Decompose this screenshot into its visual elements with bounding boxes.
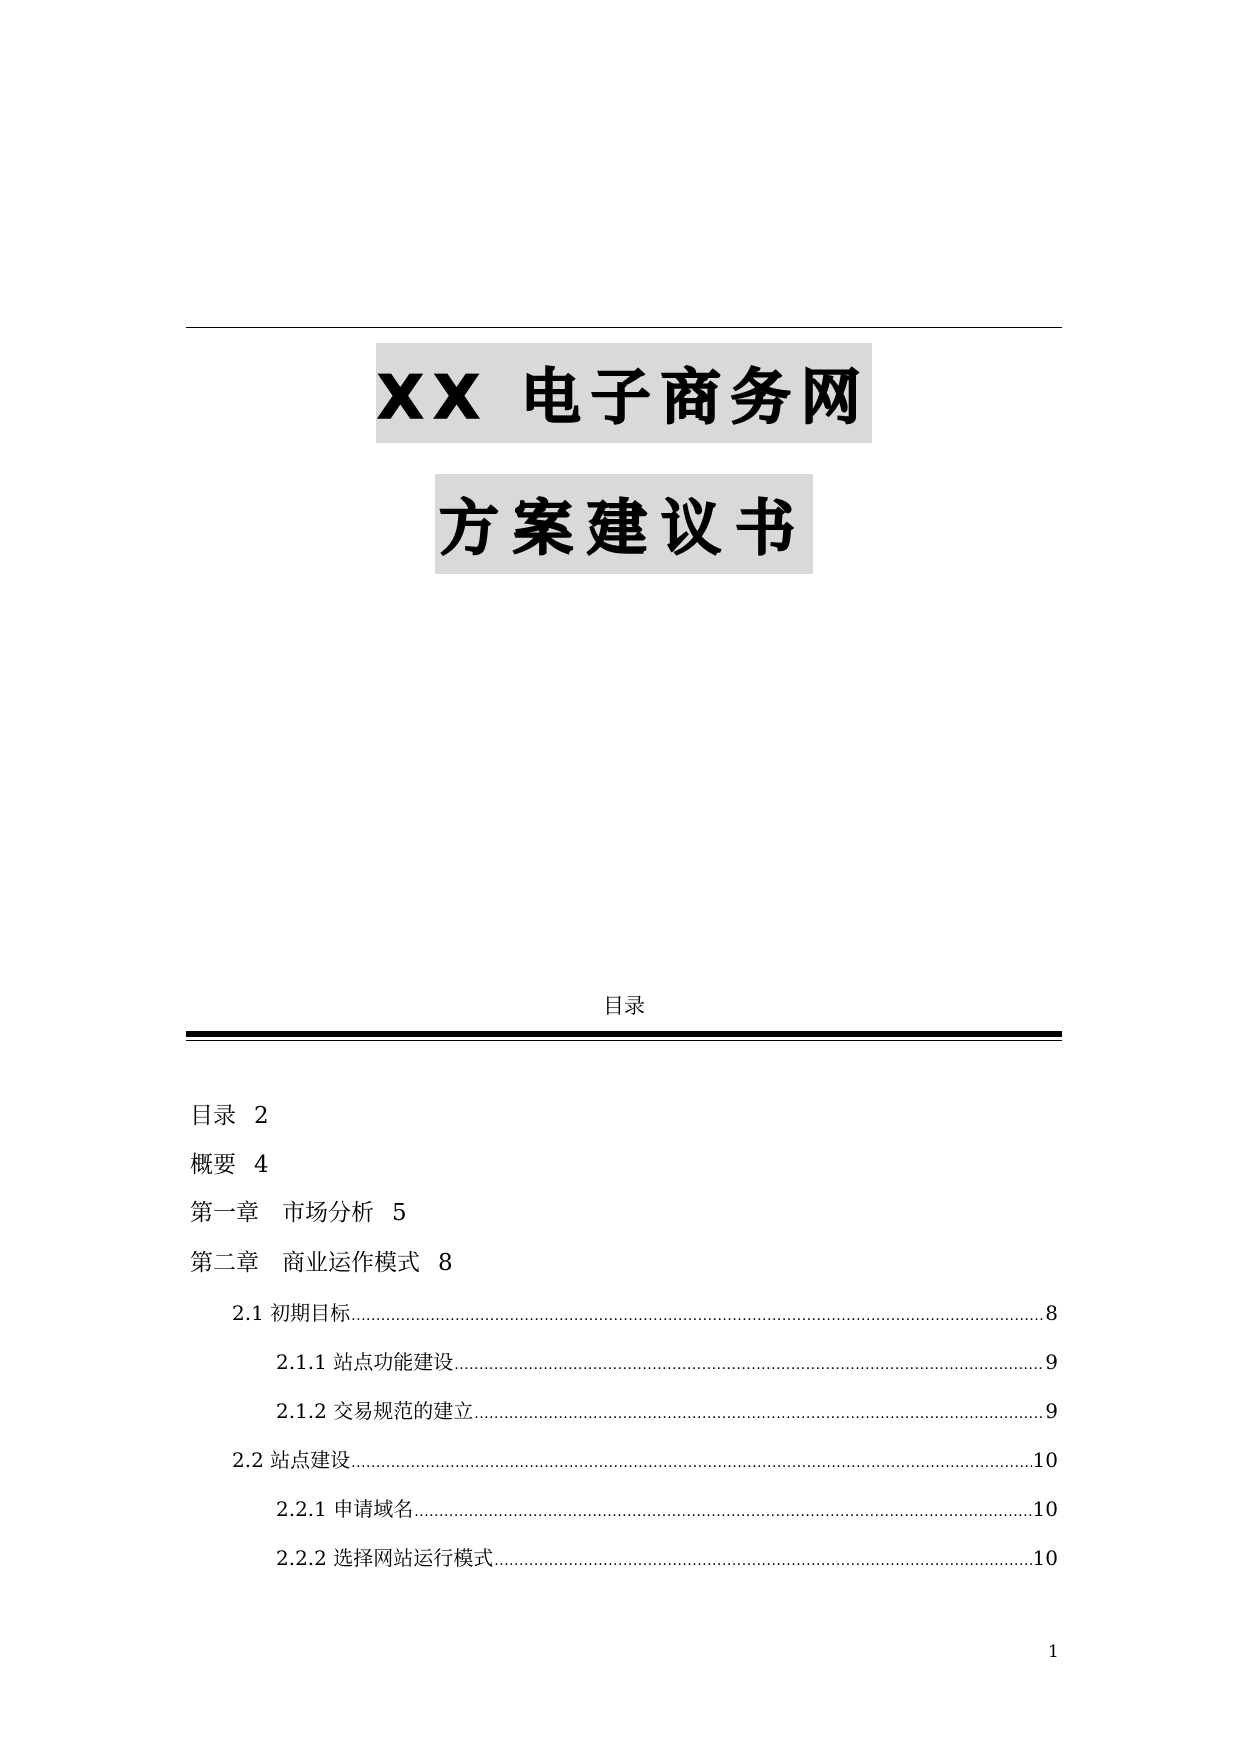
toc-heading-thin-rule [186,1040,1062,1041]
toc-entry-main[interactable] [190,1097,269,1130]
toc-entry-label: 第二章 商业运作模式 [190,1250,420,1276]
toc-entry-label: 2.1.2 交易规范的建立 [276,1399,474,1423]
toc-entry-label: 概要 [190,1152,236,1178]
toc-entry-page: 8 [438,1250,453,1276]
toc-entry-sub[interactable] [232,1297,1058,1326]
toc-entry-page: 5 [392,1200,407,1226]
toc-entry-page: 10 [1032,1448,1058,1472]
toc-entry-sub[interactable] [276,1395,1058,1424]
toc-leader-dots [454,1357,1044,1373]
toc-entry-label: 2.1 初期目标 [232,1301,351,1325]
title-line-1-text: XX 电子商务网 [377,363,871,433]
toc-entry-label: 2.2.2 选择网站运行模式 [276,1546,494,1570]
toc-leader-dots [351,1308,1044,1324]
top-rule [186,327,1062,328]
toc-entry-main[interactable] [190,1146,269,1179]
toc-entry-sub[interactable] [276,1542,1058,1571]
document-title-line-2 [435,474,813,574]
toc-entry-page: 10 [1032,1497,1058,1521]
toc-entry-label: 2.2.1 申请域名 [276,1497,414,1521]
toc-entry-sub[interactable] [276,1493,1058,1522]
toc-leader-dots [414,1504,1031,1520]
toc-entry-sub[interactable] [276,1346,1058,1375]
toc-entry-page: 9 [1045,1350,1058,1374]
toc-entry-sub[interactable] [232,1444,1058,1473]
toc-entry-page: 9 [1045,1399,1058,1423]
toc-entry-main[interactable] [190,1244,453,1277]
toc-entry-main[interactable] [190,1194,407,1227]
document-title-line-1 [376,343,872,443]
toc-entry-label: 目录 [190,1103,236,1129]
toc-entry-page: 4 [254,1152,269,1178]
toc-entry-page: 10 [1032,1546,1058,1570]
toc-entry-label: 2.2 站点建设 [232,1448,351,1472]
toc-entry-page: 8 [1045,1301,1058,1325]
title-line-2-text: 方案建议书 [439,494,809,564]
toc-entry-label: 2.1.1 站点功能建设 [276,1350,454,1374]
page-number: 1 [1048,1642,1059,1662]
toc-entry-label: 第一章 市场分析 [190,1200,374,1226]
toc-leader-dots [474,1406,1044,1422]
toc-heading: 目录 [603,994,645,1018]
toc-entry-page: 2 [254,1103,269,1129]
toc-leader-dots [494,1553,1031,1569]
toc-heading-thick-rule [186,1031,1062,1037]
toc-leader-dots [351,1455,1031,1471]
